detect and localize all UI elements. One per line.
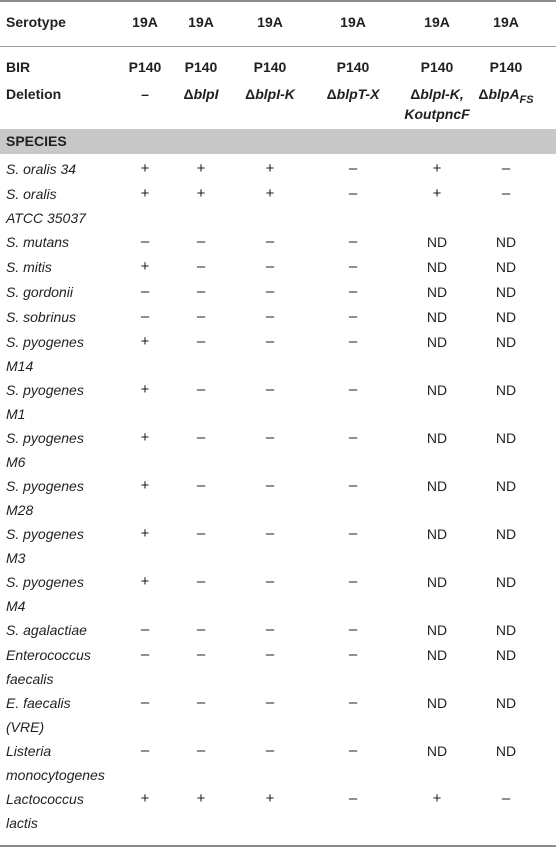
result-cell: + (432, 185, 442, 202)
result-cell: – (348, 742, 358, 759)
result-cell: – (196, 694, 206, 711)
result-cell: ND (426, 478, 448, 494)
result-cell: + (140, 429, 150, 446)
species-name: S. mitis (6, 259, 52, 275)
result-cell: – (196, 308, 206, 325)
result-cell: ND (426, 382, 448, 398)
result-cell: – (348, 233, 358, 250)
result-cell: – (348, 694, 358, 711)
result-cell: + (140, 185, 150, 202)
deletion-col-4: ΔblpT-X (326, 86, 380, 102)
result-cell: + (265, 185, 275, 202)
result-cell: – (348, 185, 358, 202)
species-name: S. mutans (6, 234, 70, 250)
result-cell: + (196, 185, 206, 202)
result-cell: ND (426, 234, 448, 250)
result-cell: ND (495, 430, 517, 446)
result-cell: ND (495, 574, 517, 590)
bir-col-5: P140 (420, 59, 454, 75)
result-cell: – (348, 333, 358, 350)
result-cell: ND (495, 334, 517, 350)
species-name: Enterococcus (6, 647, 91, 663)
table-top-rule (0, 0, 556, 2)
result-cell: ND (495, 259, 517, 275)
species-name: S. sobrinus (6, 309, 77, 325)
result-cell: – (501, 160, 511, 177)
result-cell: – (348, 160, 358, 177)
bir-col-4: P140 (336, 59, 370, 75)
species-name: M4 (6, 598, 26, 614)
result-cell: – (348, 525, 358, 542)
deletion-col-5: ΔblpI-K, (410, 86, 464, 102)
result-cell: – (348, 621, 358, 638)
serotype-label: Serotype (6, 14, 66, 30)
serotype-col-4: 19A (340, 14, 366, 30)
result-cell: – (348, 429, 358, 446)
result-cell: – (265, 525, 275, 542)
species-name: S. pyogenes (6, 430, 84, 446)
species-name: M14 (6, 358, 34, 374)
serotype-col-1: 19A (132, 14, 158, 30)
result-cell: – (265, 694, 275, 711)
result-cell: – (140, 308, 150, 325)
result-cell: ND (426, 334, 448, 350)
species-name: faecalis (6, 671, 54, 687)
bir-col-1: P140 (128, 59, 162, 75)
result-cell: + (196, 160, 206, 177)
result-cell: – (265, 233, 275, 250)
result-cell: – (265, 621, 275, 638)
result-cell: – (265, 258, 275, 275)
result-cell: ND (426, 574, 448, 590)
result-cell: – (140, 646, 150, 663)
deletion-col-1: – (141, 86, 149, 102)
result-cell: – (196, 573, 206, 590)
species-name: Lactococcus (6, 791, 84, 807)
result-cell: – (140, 233, 150, 250)
result-cell: – (265, 308, 275, 325)
result-cell: – (265, 742, 275, 759)
result-cell: ND (426, 647, 448, 663)
result-cell: – (348, 283, 358, 300)
result-cell: – (265, 283, 275, 300)
species-name: M6 (6, 454, 26, 470)
result-cell: + (140, 381, 150, 398)
species-name: S. pyogenes (6, 574, 84, 590)
result-cell: – (140, 694, 150, 711)
serotype-col-6: 19A (493, 14, 519, 30)
result-cell: – (265, 646, 275, 663)
species-name: M28 (6, 502, 34, 518)
result-cell: ND (495, 382, 517, 398)
result-cell: – (348, 573, 358, 590)
result-cell: + (140, 258, 150, 275)
result-cell: ND (426, 430, 448, 446)
species-name: monocytogenes (6, 767, 105, 783)
result-cell: ND (495, 526, 517, 542)
result-cell: – (196, 621, 206, 638)
result-cell: + (196, 790, 206, 807)
deletion-col-6: ΔblpA$_{FS}$ (478, 86, 534, 106)
result-cell: – (140, 621, 150, 638)
species-name: S. gordonii (6, 284, 73, 300)
result-cell: – (348, 258, 358, 275)
species-name: E. faecalis (6, 695, 71, 711)
result-cell: + (265, 160, 275, 177)
result-cell: ND (426, 622, 448, 638)
serotype-col-5: 19A (424, 14, 450, 30)
result-cell: – (265, 381, 275, 398)
result-cell: – (196, 381, 206, 398)
header-rule (0, 46, 556, 47)
result-cell: – (140, 742, 150, 759)
serotype-col-3: 19A (257, 14, 283, 30)
result-cell: – (501, 185, 511, 202)
species-name: S. pyogenes (6, 526, 84, 542)
result-cell: + (140, 477, 150, 494)
result-cell: + (140, 573, 150, 590)
bir-col-6: P140 (489, 59, 523, 75)
result-cell: – (196, 333, 206, 350)
bir-label: BIR (6, 59, 31, 75)
serotype-col-2: 19A (188, 14, 214, 30)
result-cell: – (196, 477, 206, 494)
section-band (0, 129, 556, 154)
result-cell: ND (495, 743, 517, 759)
result-cell: – (265, 333, 275, 350)
species-name: S. agalactiae (6, 622, 87, 638)
result-cell: + (140, 790, 150, 807)
result-cell: ND (495, 284, 517, 300)
result-cell: – (140, 283, 150, 300)
result-cell: – (501, 790, 511, 807)
bir-col-3: P140 (253, 59, 287, 75)
result-cell: ND (426, 309, 448, 325)
deletion-col-2: ΔblpI (183, 86, 219, 102)
result-cell: ND (426, 284, 448, 300)
result-cell: – (265, 573, 275, 590)
result-cell: + (140, 525, 150, 542)
deletion-label: Deletion (6, 86, 62, 102)
result-cell: ND (495, 478, 517, 494)
result-cell: – (196, 525, 206, 542)
species-name: M3 (6, 550, 26, 566)
result-cell: – (348, 381, 358, 398)
result-cell: ND (426, 526, 448, 542)
result-cell: ND (495, 695, 517, 711)
result-cell: ND (495, 309, 517, 325)
result-cell: ND (426, 743, 448, 759)
bir-col-2: P140 (184, 59, 218, 75)
species-name: Listeria (6, 743, 52, 759)
result-cell: – (265, 477, 275, 494)
result-cell: + (140, 160, 150, 177)
result-cell: – (348, 308, 358, 325)
result-cell: + (140, 333, 150, 350)
species-name: S. oralis 34 (6, 161, 77, 177)
species-name: M1 (6, 406, 26, 422)
result-cell: ND (495, 647, 517, 663)
result-cell: – (196, 429, 206, 446)
result-cell: – (196, 742, 206, 759)
deletion-col-5-line2: KoutpncF (404, 106, 470, 122)
species-name: S. pyogenes (6, 334, 84, 350)
species-name: (VRE) (6, 719, 45, 735)
species-name: lactis (6, 815, 38, 831)
result-cell: – (196, 233, 206, 250)
species-name: S. pyogenes (6, 478, 84, 494)
result-cell: – (265, 429, 275, 446)
species-name: ATCC 35037 (6, 210, 86, 226)
result-cell: – (348, 646, 358, 663)
result-cell: ND (495, 234, 517, 250)
result-cell: – (348, 477, 358, 494)
result-cell: – (196, 283, 206, 300)
result-cell: – (348, 790, 358, 807)
result-cell: – (196, 258, 206, 275)
result-cell: ND (426, 695, 448, 711)
deletion-col-3: ΔblpI-K (245, 86, 295, 102)
result-cell: + (265, 790, 275, 807)
result-cell: ND (495, 622, 517, 638)
species-name: S. pyogenes (6, 382, 84, 398)
result-cell: – (196, 646, 206, 663)
result-cell: + (432, 160, 442, 177)
result-cell: ND (426, 259, 448, 275)
table-bottom-rule (0, 845, 556, 847)
section-label-species: SPECIES (6, 133, 67, 149)
result-cell: + (432, 790, 442, 807)
species-name: S. oralis (6, 186, 57, 202)
